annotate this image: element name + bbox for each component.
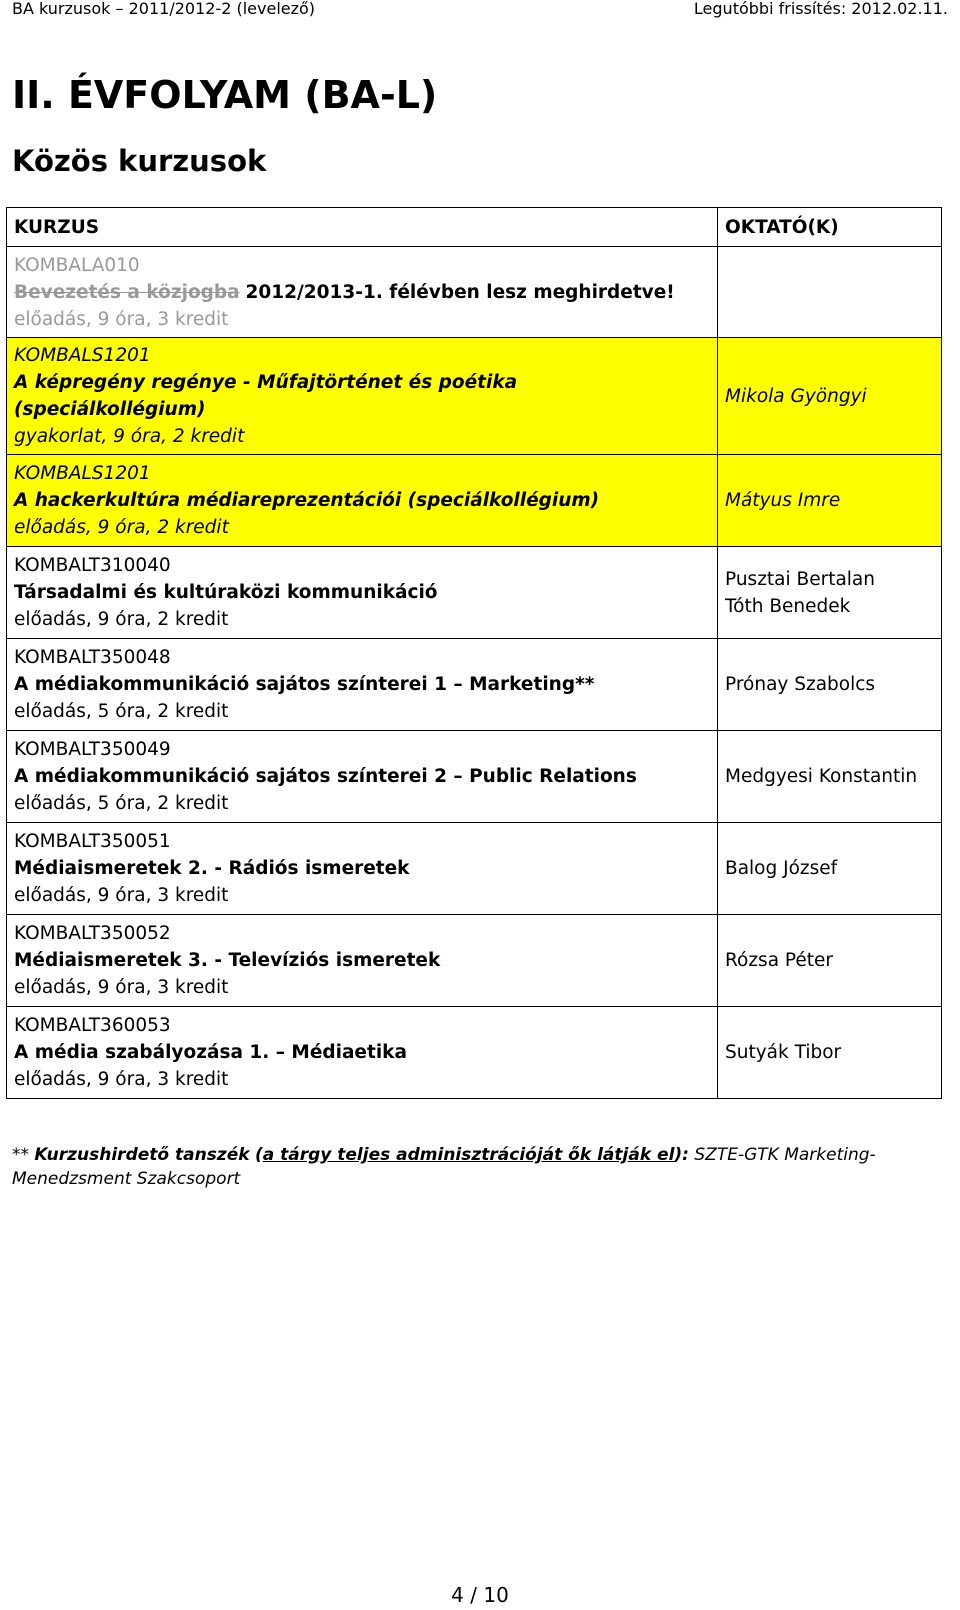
course-details: előadás, 5 óra, 2 kredit	[14, 701, 229, 722]
course-name: A média szabályozása 1. – Médiaetika	[14, 1042, 407, 1063]
footnote-label: Kurzushirdető tanszék	[34, 1145, 250, 1165]
course-code: KOMBALT350052	[14, 923, 171, 944]
course-table	[6, 207, 942, 1099]
table-row	[7, 731, 942, 823]
page-title: II. ÉVFOLYAM (BA-L)	[12, 73, 438, 117]
course-details: előadás, 9 óra, 3 kredit	[14, 977, 229, 998]
course-cell	[7, 247, 718, 338]
course-cell	[7, 823, 718, 915]
table-row	[7, 639, 942, 731]
course-code: KOMBALS1201	[14, 463, 151, 484]
course-code: KOMBALT360053	[14, 1015, 171, 1036]
course-cell	[7, 338, 718, 455]
course-cell	[7, 731, 718, 823]
course-name: A hackerkultúra médiareprezentációi (speciálkollégium)	[14, 490, 600, 511]
course-name: Társadalmi és kultúraközi kommunikáció	[14, 582, 438, 603]
footnote-underlined: a tárgy teljes adminisztrációját ők látják el	[262, 1145, 675, 1165]
column-header-teacher: OKTATÓ(K)	[718, 208, 942, 247]
course-details: előadás, 9 óra, 3 kredit	[14, 1069, 229, 1090]
table-row	[7, 1007, 942, 1099]
teacher-cell: Sutyák Tibor	[718, 1007, 942, 1099]
course-cell	[7, 455, 718, 547]
running-header-updated: Legutóbbi frissítés: 2012.02.11.	[693, 0, 948, 18]
column-header-course: KURZUS	[7, 208, 718, 247]
footnote-paren-close: ):	[674, 1145, 689, 1165]
course-cell	[7, 547, 718, 639]
course-code: KOMBALT310040	[14, 555, 171, 576]
teacher-cell: Mikola Gyöngyi	[718, 338, 942, 455]
teacher-cell	[718, 247, 942, 338]
table-header-row	[7, 208, 942, 247]
table-row	[7, 338, 942, 455]
course-name: A médiakommunikáció sajátos színterei 1 – Marketing**	[14, 674, 595, 695]
course-details: előadás, 9 óra, 3 kredit	[14, 308, 229, 330]
footnote	[12, 1143, 892, 1191]
teacher-name: Tóth Benedek	[725, 595, 851, 617]
teacher-cell: Medgyesi Konstantin	[718, 731, 942, 823]
course-name-continued: (speciálkollégium)	[14, 399, 206, 420]
table-row	[7, 455, 942, 547]
footnote-paren-open: (	[254, 1145, 263, 1165]
course-details: előadás, 9 óra, 3 kredit	[14, 885, 229, 906]
course-code: KOMBALT350051	[14, 831, 171, 852]
footnote-stars: **	[12, 1145, 29, 1165]
teacher-cell: Rózsa Péter	[718, 915, 942, 1007]
course-code: KOMBALT350049	[14, 739, 171, 760]
course-details: előadás, 9 óra, 2 kredit	[14, 517, 229, 538]
course-code: KOMBALT350048	[14, 647, 171, 668]
course-name: Bevezetés a közjogba	[14, 281, 240, 303]
course-details: előadás, 5 óra, 2 kredit	[14, 793, 229, 814]
table-row	[7, 823, 942, 915]
page-number: 4 / 10	[451, 1583, 509, 1607]
course-name: Médiaismeretek 2. - Rádiós ismeretek	[14, 858, 410, 879]
course-cell	[7, 639, 718, 731]
running-header-title: BA kurzusok – 2011/2012-2 (levelező)	[12, 0, 316, 18]
teacher-cell	[718, 547, 942, 639]
course-code: KOMBALA010	[14, 254, 140, 276]
course-cell	[7, 915, 718, 1007]
teacher-cell: Prónay Szabolcs	[718, 639, 942, 731]
course-cell	[7, 1007, 718, 1099]
course-name: Médiaismeretek 3. - Televíziós ismeretek	[14, 950, 441, 971]
course-name: A képregény regénye - Műfajtörténet és poétika	[14, 372, 518, 393]
course-details: gyakorlat, 9 óra, 2 kredit	[14, 426, 245, 447]
section-title: Közös kurzusok	[12, 144, 267, 178]
table-row	[7, 547, 942, 639]
course-notice: 2012/2013-1. félévben lesz meghirdetve!	[245, 281, 675, 303]
footnote-value: SZTE-GTK Marketing-Menedzsment Szakcsoport	[12, 1145, 876, 1189]
teacher-name: Pusztai Bertalan	[725, 568, 875, 590]
course-name: A médiakommunikáció sajátos színterei 2 – Public Relations	[14, 766, 637, 787]
table-row	[7, 915, 942, 1007]
teacher-cell: Balog József	[718, 823, 942, 915]
course-details: előadás, 9 óra, 2 kredit	[14, 609, 229, 630]
table-row	[7, 247, 942, 338]
course-code: KOMBALS1201	[14, 345, 151, 366]
teacher-cell: Mátyus Imre	[718, 455, 942, 547]
